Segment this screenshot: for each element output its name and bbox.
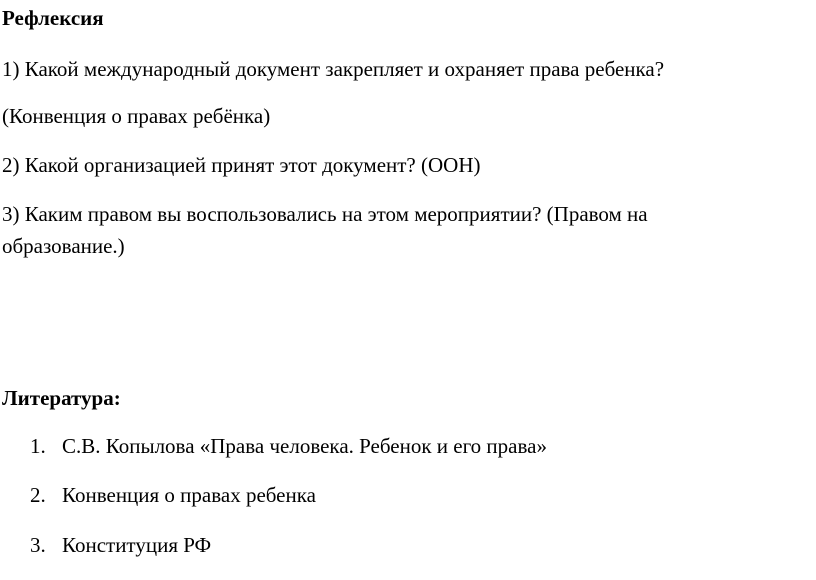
answer-1: (Конвенция о правах ребёнка) [2,104,271,128]
list-item-number: 2. [30,483,46,507]
literature-heading: Литература: [2,386,121,410]
question-3-line-1: 3) Каким правом вы воспользовались на этом мероприятии? (Правом на [2,202,648,226]
list-item-text: Конституция РФ [62,533,212,557]
list-item-number: 1. [30,434,46,458]
list-item-number: 3. [30,533,46,557]
question-3-line-2: образование.) [2,234,125,258]
list-item-text: С.В. Копылова «Права человека. Ребенок и его права» [62,434,547,458]
list-item [30,532,211,558]
reflection-heading: Рефлексия [2,6,104,30]
question-1: 1) Какой международный документ закрепляет и охраняет права ребенка? [2,57,665,81]
list-item [30,482,316,508]
list-item [30,433,547,459]
list-item-text: Конвенция о правах ребенка [62,483,316,507]
question-2: 2) Какой организацией принят этот документ? (ООН) [2,153,481,177]
